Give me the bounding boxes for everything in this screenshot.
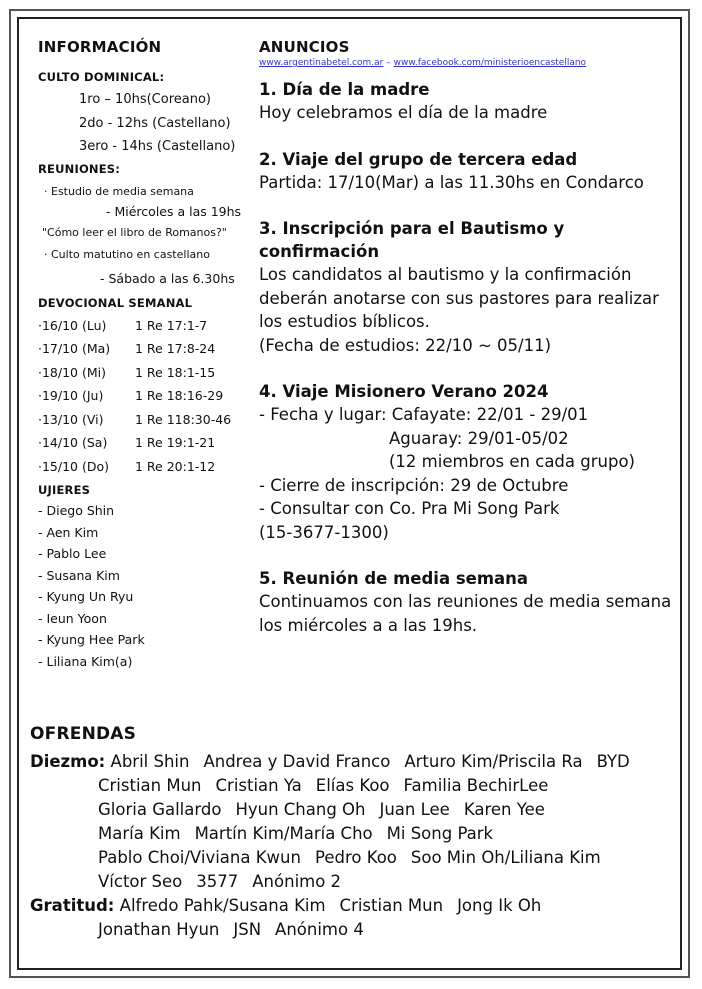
ofrenda-name: María Kim <box>98 824 181 843</box>
anuncio-3 <box>259 217 679 357</box>
anuncios-title: ANUNCIOS <box>259 38 350 56</box>
ujieres-title: UJIERES <box>38 483 91 497</box>
anuncios-column <box>259 38 679 660</box>
ofrenda-line <box>30 822 680 846</box>
anuncio-title: 1. Día de la madre <box>259 80 430 99</box>
anuncio-text: Continuamos con las reuniones de media semana <box>259 592 672 611</box>
ofrenda-name: Andrea y David Franco <box>203 752 391 771</box>
ujier-item: - Susana Kim <box>38 567 120 583</box>
ofrenda-name: Karen Yee <box>463 800 545 819</box>
info-title: INFORMACIÓN <box>38 38 162 56</box>
devocional-row <box>38 408 253 432</box>
devocional-row <box>38 337 253 361</box>
devocional-row <box>38 455 253 479</box>
devocional-date: ·16/10 (Lu) <box>38 317 107 333</box>
ofrenda-line <box>30 774 680 798</box>
website-link[interactable]: www.argentinabetel.com.ar <box>259 58 384 68</box>
culto-item: 3ero - 14hs (Castellano) <box>79 139 236 154</box>
links-line <box>259 58 679 68</box>
ofrenda-line <box>30 870 680 894</box>
anuncio-text: - Fecha y lugar: Cafayate: 22/01 - 29/01 <box>259 405 589 424</box>
anuncio-text: - Cierre de inscripción: 29 de Octubre <box>259 475 569 495</box>
anuncio-text: los miércoles a a las 19hs. <box>259 615 478 635</box>
reunion-item: · Estudio de media semana <box>44 184 194 198</box>
devocional-date: ·17/10 (Ma) <box>38 341 111 356</box>
links-separator: – <box>383 58 394 68</box>
devocional-row <box>38 314 253 338</box>
anuncio-4 <box>259 380 679 544</box>
ofrenda-name: Pablo Choi/Viviana Kwun <box>98 848 301 867</box>
ofrendas-list <box>30 750 680 942</box>
devocional-date: ·18/10 (Mi) <box>38 364 106 380</box>
ujier-item: - Liliana Kim(a) <box>38 653 133 669</box>
anuncio-title: 5. Reunión de media semana <box>259 569 529 588</box>
devocional-row <box>38 431 253 455</box>
ofrenda-name: Juan Lee <box>379 800 450 819</box>
ofrenda-name: Cristian Ya <box>215 776 302 795</box>
ofrenda-name: Anónimo 4 <box>275 920 364 939</box>
ujier-item: - Aen Kim <box>38 524 99 540</box>
devocional-ref: 1 Re 17:8-24 <box>135 341 216 356</box>
culto-item: 1ro – 10hs(Coreano) <box>79 92 211 107</box>
reuniones-title: REUNIONES: <box>38 161 121 176</box>
ujier-item: - Ieun Yoon <box>38 610 107 626</box>
ofrenda-label: Diezmo: <box>30 752 106 771</box>
ofrenda-line <box>30 798 680 822</box>
ofrenda-name: Pedro Koo <box>314 848 397 867</box>
ofrenda-line <box>30 750 680 774</box>
facebook-link[interactable]: www.facebook.com/ministerioencastellano <box>393 58 587 68</box>
ofrenda-label: Gratitud: <box>30 896 115 915</box>
devocional-ref: 1 Re 19:1-21 <box>135 435 216 450</box>
culto-title: CULTO DOMINICAL: <box>38 70 165 84</box>
anuncio-title: 2. Viaje del grupo de tercera edad <box>259 149 578 169</box>
anuncio-text: los estudios bíblicos. <box>259 312 430 331</box>
ofrenda-name: Abril Shin <box>110 752 190 771</box>
reunion-time: - Sábado a las 6.30hs <box>100 270 235 286</box>
ofrenda-name: 3577 <box>196 872 239 891</box>
anuncio-title: 3. Inscripción para el Bautismo y confirmación <box>259 219 565 261</box>
devocional-row <box>38 361 253 385</box>
ujier-item: - Diego Shin <box>38 503 115 518</box>
ujier-item: - Kyung Un Ryu <box>38 589 134 604</box>
anuncio-text: Hoy celebramos el día de la madre <box>259 103 548 122</box>
ofrenda-name: JSN <box>233 920 262 939</box>
devocional-ref: 1 Re 18:16-29 <box>135 388 224 403</box>
anuncio-1 <box>259 78 679 125</box>
devocional-list <box>38 314 253 479</box>
ofrenda-name: Martín Kim/María Cho <box>194 824 373 843</box>
devocional-ref: 1 Re 17:1-7 <box>135 317 208 333</box>
ofrenda-name: Jonathan Hyun <box>98 920 220 939</box>
ofrenda-name: Arturo Kim/Priscila Ra <box>404 752 583 771</box>
devocional-date: ·14/10 (Sa) <box>38 435 108 450</box>
ofrenda-line <box>30 894 680 918</box>
devocional-ref: 1 Re 18:1-15 <box>135 364 216 380</box>
ujier-item: - Kyung Hee Park <box>38 632 145 647</box>
ofrendas-section <box>30 724 680 942</box>
ofrenda-name: Jong Ik Oh <box>457 896 542 915</box>
ofrenda-name: Víctor Seo <box>98 872 183 891</box>
ofrenda-name: BYD <box>596 752 630 771</box>
anuncio-text: (Fecha de estudios: 22/10 ~ 05/11) <box>259 335 552 355</box>
devocional-ref: 1 Re 118:30-46 <box>135 411 232 427</box>
ofrenda-name: Gloria Gallardo <box>98 800 222 819</box>
anuncio-text: (15-3677-1300) <box>259 522 389 542</box>
ujieres-list <box>38 500 253 672</box>
ofrenda-name: Hyun Chang Oh <box>235 800 366 819</box>
devocional-date: ·19/10 (Ju) <box>38 388 104 403</box>
ofrenda-name: Mi Song Park <box>386 824 494 843</box>
reunion-time: - Miércoles a las 19hs <box>106 203 242 219</box>
devocional-ref: 1 Re 20:1-12 <box>135 458 216 474</box>
devocional-date: ·13/10 (Vi) <box>38 411 104 427</box>
ujier-item: - Pablo Lee <box>38 546 107 561</box>
ofrenda-name: Elías Koo <box>315 776 390 795</box>
anuncio-text: Partida: 17/10(Mar) a las 11.30hs en Condarco <box>259 172 644 192</box>
anuncio-text: Aguaray: 29/01-05/02 <box>389 428 569 448</box>
anuncio-title: 4. Viaje Misionero Verano 2024 <box>259 382 549 401</box>
ofrenda-line <box>30 846 680 870</box>
ofrenda-name: Familia BechirLee <box>403 776 549 795</box>
anuncio-text: deberán anotarse con sus pastores para realizar <box>259 288 659 308</box>
reunion-item: · Culto matutino en castellano <box>44 247 210 261</box>
anuncio-5 <box>259 567 679 637</box>
ofrenda-name: Alfredo Pahk/Susana Kim <box>119 896 326 915</box>
reunion-quote: "Cómo leer el libro de Romanos?" <box>42 225 227 239</box>
ofrendas-title: OFRENDAS <box>30 724 137 744</box>
devocional-title: DEVOCIONAL SEMANAL <box>38 295 193 310</box>
ofrenda-name: Cristian Mun <box>98 776 202 795</box>
devocional-row <box>38 384 253 408</box>
anuncio-text: - Consultar con Co. Pra Mi Song Park <box>259 499 560 518</box>
ofrenda-name: Cristian Mun <box>339 896 444 915</box>
anuncio-text: (12 miembros en cada grupo) <box>389 452 635 471</box>
info-column <box>38 38 253 672</box>
ofrenda-name: Anónimo 2 <box>252 872 342 891</box>
culto-item: 2do - 12hs (Castellano) <box>79 115 231 131</box>
anuncio-text: Los candidatos al bautismo y la confirmación <box>259 265 632 284</box>
devocional-date: ·15/10 (Do) <box>38 458 109 474</box>
ofrenda-name: Soo Min Oh/Liliana Kim <box>410 848 601 867</box>
ofrenda-line <box>30 918 680 942</box>
anuncio-2 <box>259 148 679 195</box>
